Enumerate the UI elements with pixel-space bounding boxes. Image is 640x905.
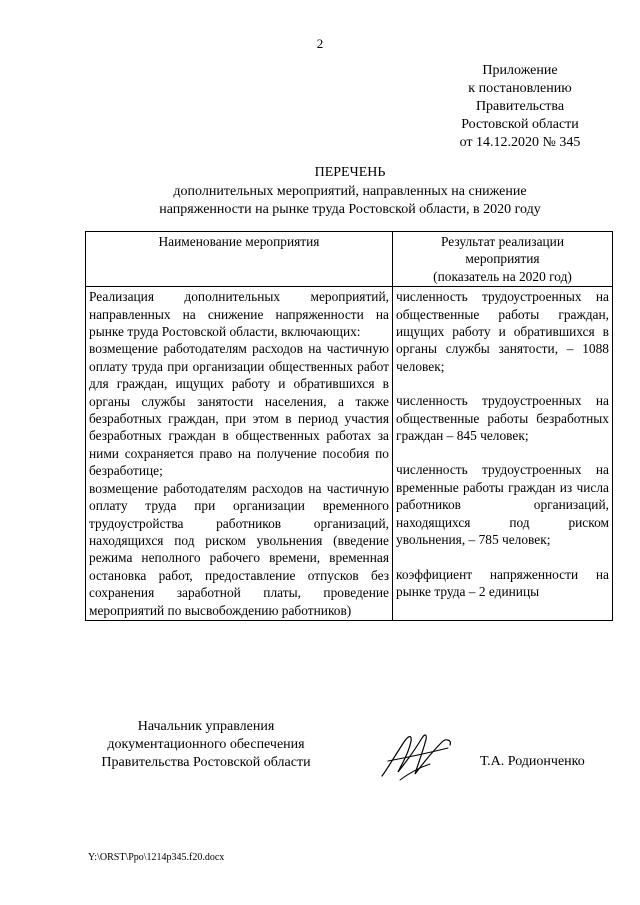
result-item: численность трудоустроенных на временные работы граждан из числа работников организаций, находящихся под риском увольнения, – 785 человек;	[396, 462, 609, 548]
subtitle-line: напряженности на рынке труда Ростовской области, в 2020 году	[159, 202, 541, 217]
measure-item: возмещение работодателям расходов на частичную оплату труда при организации временного трудоустройства работников организаций, находящихся под риском увольнения (введение режима неполного рабочего времени, временная остановка работ, предоставление отпусков без сохранения заработной платы, проведение мероприятий по высвобождению работников)	[89, 480, 389, 618]
appendix-line: к постановлению	[468, 81, 572, 96]
measure-cell	[86, 287, 393, 621]
appendix-date: от 14.12.2020 № 345	[459, 135, 581, 150]
document-title: ПЕРЕЧЕНЬ	[314, 165, 386, 180]
result-item: численность трудоустроенных на общественные работы граждан, ищущих работу и обратившихся в органы службы занятости, – 1088 человек;	[396, 289, 609, 374]
result-item: численность трудоустроенных на общественные работы безработных граждан – 845 человек;	[396, 393, 609, 444]
subtitle-line: дополнительных мероприятий, направленных на снижение	[173, 184, 527, 199]
appendix-line: Приложение	[482, 63, 558, 78]
result-cell	[393, 287, 613, 621]
appendix-line: Ростовской области	[461, 117, 579, 132]
measures-table	[85, 231, 613, 621]
handwritten-signature	[378, 728, 458, 784]
document-subtitle	[40, 183, 640, 219]
page-number: 2	[316, 36, 324, 51]
result-item: коэффициент напряженности на рынке труда – 2 единицы	[396, 566, 609, 599]
header-cell-result: Результат реализации мероприятия (показатель на 2020 год)	[393, 232, 613, 287]
signatory-name: Т.А. Родионченко	[480, 754, 585, 769]
signatory-title: Начальник управления документационного обеспечения Правительства Ростовской области	[101, 719, 311, 770]
file-path: Y:\ORST\Ppo\1214p345.f20.docx	[88, 852, 225, 863]
measure-intro: Реализация дополнительных мероприятий, направленных на снижение напряженности на рынке труда Ростовской области, включающих:	[89, 289, 389, 340]
table-header-row	[86, 232, 613, 287]
measure-item: возмещение работодателям расходов на частичную оплату труда при организации общественных работ для граждан, ищущих работу и обратившихся в органы службы занятости населения, а также безработных граждан, при этом в период участия безработных граждан в общественных работах за ними сохраняется право на получение пособия по безработице;	[89, 341, 389, 479]
appendix-line: Правительства	[475, 99, 565, 114]
appendix-block	[440, 62, 600, 152]
header-cell-measure: Наименование мероприятия	[86, 232, 393, 287]
table-row	[86, 287, 613, 621]
